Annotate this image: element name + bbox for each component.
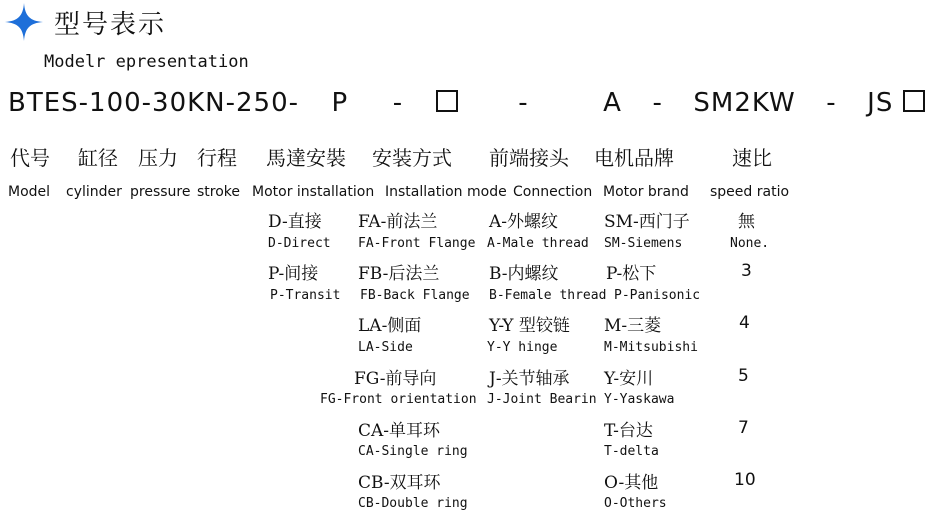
speed-ratio-value: 7 (738, 418, 749, 438)
model-code-dash: - (826, 88, 837, 118)
motor-brand-option-en: Y-Yaskawa (604, 392, 675, 407)
header-cn-cylinder: 缸径 (78, 146, 118, 170)
header-en-speed-ratio: speed ratio (710, 184, 790, 200)
install-mode-option-en: LA-Side (358, 340, 413, 355)
install-mode-option-en: FG-Front orientation (320, 392, 477, 407)
header-en-cylinder: cylinder (66, 184, 122, 200)
speed-ratio-none-en: None. (730, 236, 770, 251)
header-en-model: Model (8, 184, 51, 200)
model-code-motor-brand: SM2KW (693, 88, 796, 118)
motor-install-option-cn: P-间接 (268, 264, 319, 284)
motor-install-option-en: D-Direct (268, 236, 331, 251)
install-mode-option-cn: FB-后法兰 (358, 264, 440, 284)
install-mode-option-cn: FG-前导向 (354, 369, 437, 389)
install-mode-option-cn: CB-双耳环 (358, 473, 441, 493)
placeholder-box (436, 90, 458, 112)
motor-brand-option-en: SM-Siemens (604, 236, 683, 251)
header-cn-speed-ratio: 速比 (732, 146, 772, 170)
header-en-connection: Connection (513, 184, 593, 200)
motor-brand-option-cn: T-台达 (604, 421, 653, 441)
motor-brand-option-en: T-delta (604, 444, 659, 459)
connection-option-cn: Y-Y 型铰链 (489, 316, 570, 336)
model-code-speed: JS (867, 88, 894, 118)
connection-option-en: Y-Y hinge (487, 340, 558, 355)
section-title: 型号表示 (54, 10, 167, 40)
motor-brand-option-cn: O-其他 (604, 473, 659, 493)
install-mode-option-cn: FA-前法兰 (358, 212, 438, 232)
model-code-dash: - (652, 88, 663, 118)
motor-brand-option-en: M-Mitsubishi (604, 340, 698, 355)
header-en-stroke: stroke (197, 184, 241, 200)
header-cn-pressure: 压力 (138, 146, 178, 170)
four-point-star-icon (4, 2, 44, 42)
header-cn-motor-installation: 馬達安裝 (266, 146, 346, 170)
header-en-motor-installation: Motor installation (252, 184, 375, 200)
install-mode-option-cn: CA-单耳环 (358, 421, 441, 441)
motor-install-option-cn: D-直接 (268, 212, 322, 232)
header-cn-installation-mode: 安装方式 (372, 146, 452, 170)
motor-brand-option-cn: Y-安川 (604, 369, 654, 389)
section-subtitle: Modelr epresentation (44, 52, 249, 72)
header-cn-model: 代号 (10, 146, 50, 170)
speed-ratio-value: 3 (741, 261, 752, 281)
install-mode-option-en: FB-Back Flange (360, 288, 470, 303)
speed-ratio-value: 5 (738, 366, 749, 386)
motor-install-option-en: P-Transit (270, 288, 341, 303)
header-en-motor-brand: Motor brand (603, 184, 689, 200)
motor-brand-option-cn: M-三菱 (604, 316, 662, 336)
model-code-dash: - (392, 88, 404, 118)
header-cn-connection: 前端接头 (489, 146, 569, 170)
model-code-dash: - (518, 88, 529, 118)
model-code-connection: A (603, 88, 622, 118)
model-code (8, 88, 925, 118)
install-mode-option-cn: LA-侧面 (358, 316, 422, 336)
speed-ratio-value: 4 (739, 313, 750, 333)
model-code-base: BTES-100-30KN-250- (8, 88, 300, 118)
connection-option-en: J-Joint Bearin (487, 392, 597, 407)
header-en-installation-mode: Installation mode (385, 184, 507, 200)
connection-option-en: A-Male thread (487, 236, 589, 251)
install-mode-option-en: CA-Single ring (358, 444, 468, 459)
header-cn-motor-brand: 电机品牌 (594, 146, 674, 170)
speed-ratio-value: 10 (734, 470, 756, 490)
motor-brand-option-en: O-Others (604, 496, 667, 511)
connection-option-cn: B-内螺纹 (489, 264, 559, 284)
header-cn-stroke: 行程 (197, 146, 237, 170)
connection-option-en: B-Female thread (489, 288, 607, 303)
model-code-motor-install: P (331, 88, 349, 118)
connection-option-cn: J-关节轴承 (489, 369, 570, 389)
motor-brand-option-cn: P-松下 (606, 264, 657, 284)
header-en-pressure: pressure (130, 184, 191, 200)
motor-brand-option-en: P-Panisonic (614, 288, 701, 303)
motor-brand-option-cn: SM-西门子 (604, 212, 690, 232)
speed-ratio-none-cn: 無 (738, 212, 755, 232)
install-mode-option-en: CB-Double ring (358, 496, 468, 511)
placeholder-box (903, 90, 925, 112)
install-mode-option-en: FA-Front Flange (358, 236, 476, 251)
connection-option-cn: A-外螺纹 (489, 212, 559, 232)
